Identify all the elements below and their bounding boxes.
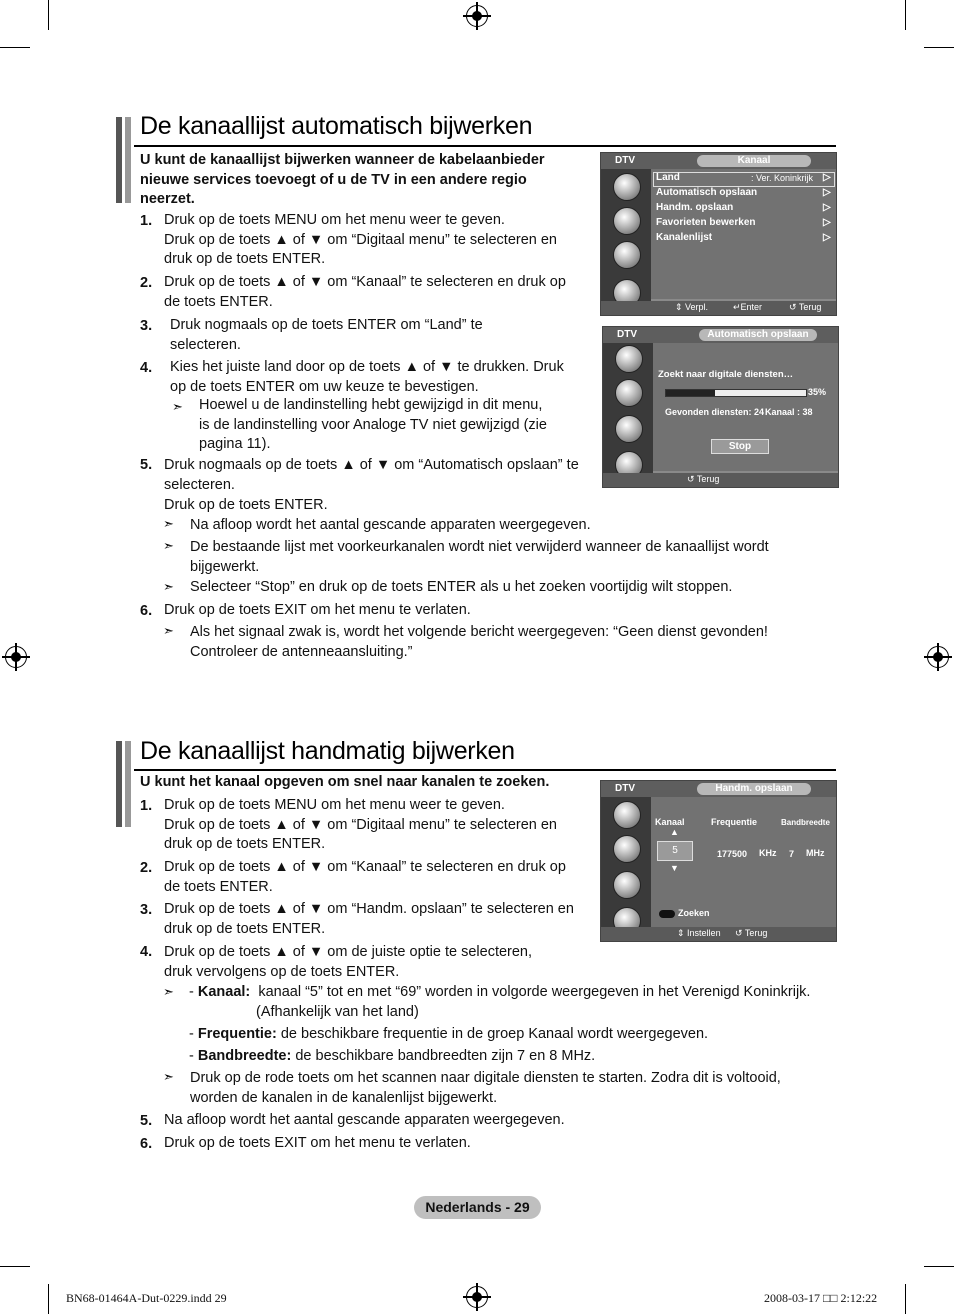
picture-icon — [613, 801, 641, 829]
arrow-right-icon: ▷ — [823, 217, 831, 228]
bw-value: 7 — [789, 849, 795, 859]
registration-mark-bottom-icon — [466, 1286, 488, 1308]
file-date: 2008-03-17 □□ 2:12:22 — [764, 1291, 878, 1305]
arrow-right-icon: ▷ — [823, 202, 831, 213]
step-1: Druk op de toets MENU om het menu weer te geven. Druk op de toets ▲ of ▼ om “Digitaal menu” te selecteren en druk op de toets ENTER. — [164, 797, 557, 852]
step-1: Druk op de toets MENU om het menu weer te geven. Druk op de toets ▲ of ▼ om “Digitaal menu” te selecteren en druk op de toets ENTER. — [164, 212, 557, 267]
osd-auto-opslaan — [602, 326, 839, 488]
heading-bar — [116, 117, 122, 203]
step-number: 3. — [140, 902, 153, 918]
note-arrow-icon: ➣ — [163, 516, 174, 531]
osd-item-auto: Automatisch opslaan — [656, 187, 758, 198]
setup-icon — [613, 241, 641, 269]
step-4: Kies het juiste land door op de toets ▲ of ▼ te drukken. Druk op de toets ENTER om uw keuze te bevestigen. — [170, 359, 564, 395]
progress-bar — [665, 389, 807, 397]
step-number: 4. — [140, 360, 153, 376]
osd-dtv-label: DTV — [615, 155, 635, 166]
note-arrow-icon: ➣ — [172, 399, 183, 414]
osd-item-lijst: Kanalenlijst — [656, 232, 713, 243]
progress-fill — [666, 390, 715, 396]
osd-channel-text: Kanaal : 38 — [765, 407, 813, 417]
setup-icon — [615, 415, 643, 443]
zoeken-label: Zoeken — [678, 908, 710, 918]
step-number: 5. — [140, 457, 153, 473]
freq-value: 177500 — [717, 849, 748, 859]
registration-mark-left-icon — [5, 646, 27, 668]
sound-icon — [615, 379, 643, 407]
note-arrow-icon: ➣ — [163, 538, 174, 553]
sound-icon — [613, 207, 641, 235]
note-arrow-icon: ➣ — [163, 579, 174, 594]
freq-unit: KHz — [759, 848, 777, 858]
step-2: Druk op de toets ▲ of ▼ om “Kanaal” te selecteren en druk op de toets ENTER. — [164, 859, 566, 895]
stop-button[interactable]: Stop — [711, 439, 769, 454]
osd-found-text: Gevonden diensten: 24 — [665, 407, 765, 417]
arrow-right-icon: ▷ — [823, 172, 831, 183]
step-number: 1. — [140, 213, 153, 229]
osd-tab: Handm. opslaan — [697, 783, 811, 795]
step-number: 2. — [140, 275, 153, 291]
osd-item-handm: Handm. opslaan — [656, 202, 734, 213]
note-arrow-icon: ➣ — [163, 984, 174, 999]
note-5-1: Na afloop wordt het aantal gescande apparaten weergegeven. — [190, 517, 591, 533]
picture-icon — [615, 345, 643, 373]
note-bandbreedte: - Bandbreedte: de beschikbare bandbreedten zijn 7 en 8 MHz. — [189, 1048, 596, 1064]
osd-kanaal-menu — [600, 152, 837, 316]
note-5-3: Selecteer “Stop” en druk op de toets ENTER als u het zoeken voortijdig wilt stoppen. — [190, 579, 733, 595]
step-number: 2. — [140, 860, 153, 876]
note-frequentie: - Frequentie: de beschikbare frequentie in de groep Kanaal wordt weergegeven. — [189, 1026, 709, 1042]
osd-tab: Kanaal — [697, 155, 811, 167]
page-number-badge: Nederlands - 29 — [414, 1196, 541, 1219]
note-kanaal: - Kanaal: kanaal “5” tot en met “69” worden in volgorde weergegeven in het Verenigd Koninkrijk. (Afhankelijk van het land) — [189, 984, 811, 1020]
osd-sidebar — [601, 797, 651, 941]
arrow-down-icon: ▼ — [670, 863, 679, 873]
step-3: Druk op de toets ▲ of ▼ om “Handm. opslaan” te selecteren en druk op de toets ENTER. — [164, 901, 574, 937]
step-2: Druk op de toets ▲ of ▼ om “Kanaal” te selecteren en druk op de toets ENTER. — [164, 274, 566, 310]
note-arrow-icon: ➣ — [163, 1069, 174, 1084]
osd-col-kanaal: Kanaal — [655, 817, 685, 827]
osd-footer: ↺ Terug — [603, 473, 838, 487]
heading-bar — [125, 741, 131, 827]
osd-sidebar — [603, 343, 653, 479]
picture-icon — [613, 173, 641, 201]
section2-intro: U kunt het kanaal opgeven om snel naar kanalen te zoeken. — [140, 774, 550, 790]
step-number: 6. — [140, 1136, 153, 1152]
osd-footer: ⇕ Instellen ↺ Terug — [601, 927, 836, 941]
title-rule — [134, 145, 836, 147]
kanaal-input[interactable]: 5 — [657, 841, 693, 861]
arrow-right-icon: ▷ — [823, 232, 831, 243]
osd-searching-text: Zoekt naar digitale diensten… — [658, 369, 794, 380]
section1-intro: U kunt de kanaallijst bijwerken wanneer de kabelaanbieder nieuwe services toevoegt of u de TV in een andere regio neerzet. — [140, 152, 545, 207]
progress-label: 35% — [808, 387, 827, 397]
note-red-button: Druk op de rode toets om het scannen naar digitale diensten te starten. Zodra dit is voltooid, worden de kanalen in de kanalenlijst bijgewerkt. — [190, 1070, 781, 1106]
note-arrow-icon: ➣ — [163, 623, 174, 638]
osd-tab: Automatisch opslaan — [699, 329, 817, 341]
setup-icon — [613, 871, 641, 899]
step-number: 1. — [140, 798, 153, 814]
section2-title: De kanaallijst handmatig bijwerken — [140, 737, 515, 765]
arrow-up-icon: ▲ — [670, 827, 679, 837]
note-step-4: Hoewel u de landinstelling hebt gewijzigd in dit menu, is de landinstelling voor Analoge TV niet gewijzigd (zie pagina 11). — [199, 397, 547, 452]
red-button-icon — [659, 910, 675, 918]
registration-mark-right-icon — [927, 646, 949, 668]
file-name: BN68-01464A-Dut-0229.indd 29 — [66, 1291, 227, 1305]
osd-dtv-label: DTV — [617, 329, 637, 340]
step-6: Druk op de toets EXIT om het menu te verlaten. — [164, 1135, 471, 1151]
sound-icon — [613, 835, 641, 863]
heading-bar — [116, 741, 122, 827]
step-number: 5. — [140, 1113, 153, 1129]
osd-item-fav: Favorieten bewerken — [656, 217, 756, 228]
step-6: Druk op de toets EXIT om het menu te verlaten. — [164, 602, 471, 618]
step-number: 4. — [140, 944, 153, 960]
osd-item-land-value: : Ver. Koninkrijk — [751, 173, 814, 183]
arrow-right-icon: ▷ — [823, 187, 831, 198]
step-number: 6. — [140, 603, 153, 619]
osd-col-bandbreedte: Bandbreedte — [781, 818, 830, 827]
osd-col-frequentie: Frequentie — [711, 817, 758, 827]
bw-unit: MHz — [806, 848, 825, 858]
step-3: Druk nogmaals op de toets ENTER om “Land” te selecteren. — [170, 317, 483, 353]
step-5: Na afloop wordt het aantal gescande apparaten weergegeven. — [164, 1112, 565, 1128]
osd-footer: ⇕ Verpl. ↵Enter ↺ Terug — [601, 301, 836, 315]
step-4: Druk op de toets ▲ of ▼ om de juiste optie te selecteren, druk vervolgens op de toets ENTER. — [164, 944, 533, 980]
note-6: Als het signaal zwak is, wordt het volgende bericht weergegeven: “Geen dienst gevonden! Controleer de antenneaansluiting.” — [190, 624, 768, 660]
section1-title: De kanaallijst automatisch bijwerken — [140, 112, 533, 140]
osd-dtv-label: DTV — [615, 783, 635, 794]
osd-sidebar — [601, 169, 651, 315]
note-5-2: De bestaande lijst met voorkeurkanalen wordt niet verwijderd wanneer de kanaallijst wordt bijgewerkt. — [190, 539, 769, 575]
step-5: Druk nogmaals op de toets ▲ of ▼ om “Automatisch opslaan” te selecteren. Druk op de toets ENTER. — [164, 457, 579, 513]
heading-bar — [125, 117, 131, 203]
step-number: 3. — [140, 318, 153, 334]
osd-item-land: Land — [656, 172, 680, 183]
title-rule — [134, 769, 836, 771]
registration-mark-top-icon — [466, 5, 488, 27]
osd-handm-opslaan — [600, 780, 837, 942]
